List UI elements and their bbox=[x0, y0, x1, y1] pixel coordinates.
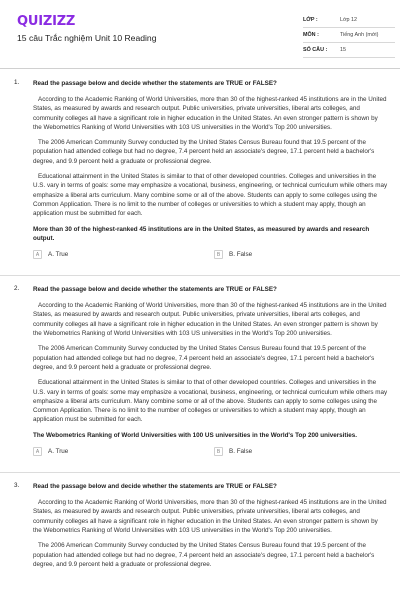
question-prompt: Read the passage below and decide whether the statements are TRUE or FALSE? bbox=[33, 286, 277, 294]
question-divider bbox=[0, 275, 400, 276]
passage-paragraph: Educational attainment in the United States is similar to that of other developed countries. Colleges and universities in the U.S. vary in terms of goals: some may emphasize a vocational, business, engineering, or technical curriculum while others may emphasize a liberal arts curriculum. Many combine some or all of the above. Students can apply to some colleges using the Common Application. There is no limit to the number of colleges or universities to which a student may apply, though an application must be submitted for each. bbox=[33, 173, 388, 218]
passage-paragraph: According to the Academic Ranking of World Universities, more than 30 of the highest-ranked 45 institutions are in the United States, as measured by awards and research output. Public universities, private universities, liberal arts colleges, and community colleges all have a significant role in higher education in the United States. An even stronger pattern is shown by the Webometrics Ranking of World Universities with 103 US universities in the World's Top 200 universities. bbox=[33, 302, 387, 338]
meta-table bbox=[303, 13, 395, 58]
question-list bbox=[0, 79, 400, 575]
meta-value: 15 bbox=[340, 47, 346, 53]
option-label: A. True bbox=[48, 448, 69, 456]
question-statement: More than 30 of the highest-ranked 45 institutions are in the United States, as measured by awards and research output. bbox=[33, 225, 370, 242]
meta-value: Lớp 12 bbox=[340, 17, 358, 23]
question-body bbox=[33, 79, 388, 276]
option-label: A. True bbox=[48, 251, 69, 259]
passage-paragraph: According to the Academic Ranking of World Universities, more than 30 of the highest-ranked 45 institutions are in the United States, as measured by awards and research output. Public universities, private universities, liberal arts colleges, and community colleges all have a significant role in higher education in the United States. An even stronger pattern is shown by the Webometrics Ranking of World Universities with 103 US universities in the World's Top 200 universities. bbox=[33, 96, 387, 131]
page-header bbox=[0, 0, 400, 64]
question-prompt: Read the passage below and decide whether the statements are TRUE or FALSE? bbox=[33, 483, 277, 491]
option-label: B. False bbox=[229, 448, 253, 456]
passage-paragraph: The 2006 American Community Survey conducted by the United States Census Bureau found that 19.5 percent of the population had attended college but had no degree, 7.4 percent held an associate's degree, 17.1 percent held a bachelor's degree, and 9.9 percent held a graduate or professional degree. bbox=[33, 139, 375, 165]
meta-value: Tiếng Anh (mới) bbox=[340, 32, 379, 38]
question-body bbox=[33, 482, 388, 569]
meta-label: SỐ CÂU : bbox=[303, 47, 328, 53]
answer-option-false[interactable] bbox=[214, 250, 252, 259]
meta-row-class bbox=[303, 13, 395, 28]
option-letter-box: A bbox=[33, 250, 42, 259]
passage-paragraph: According to the Academic Ranking of World Universities, more than 30 of the highest-ranked 45 institutions are in the United States, as measured by awards and research output. Public universities, private universities, liberal arts colleges, and community colleges all have a significant role in higher education in the United States. An even stronger pattern is shown by the Webometrics Ranking of World Universities with 103 US universities in the World's Top 200 universities. bbox=[33, 499, 387, 534]
meta-label: LỚP : bbox=[303, 17, 318, 23]
question-1 bbox=[0, 79, 400, 276]
answer-option-false[interactable] bbox=[214, 447, 252, 456]
question-divider bbox=[0, 472, 400, 473]
question-number: 3. bbox=[14, 482, 20, 490]
meta-row-subject bbox=[303, 28, 395, 43]
question-number: 2. bbox=[14, 285, 20, 293]
question-2 bbox=[0, 285, 400, 473]
passage-paragraph: Educational attainment in the United States is similar to that of other developed countries. Colleges and universities in the U.S. vary in terms of goals: some may emphasize a vocational, business, engineering, or technical curriculum while others may emphasize a liberal arts curriculum. Many combine some or all of the above. Students can apply to some colleges using the Common Application. There is no limit to the number of colleges or universities to which a student may apply, though an application must be submitted for each. bbox=[33, 379, 388, 424]
answer-options bbox=[33, 447, 388, 461]
question-statement: The Webometrics Ranking of World Universities with 100 US universities in the World's Top 200 universities. bbox=[33, 431, 358, 439]
question-body bbox=[33, 285, 388, 473]
option-letter-box: B bbox=[214, 250, 223, 259]
answer-options bbox=[33, 250, 388, 264]
header-divider bbox=[0, 68, 400, 69]
question-3 bbox=[0, 482, 400, 569]
passage-paragraph: The 2006 American Community Survey conducted by the United States Census Bureau found that 19.5 percent of the population had attended college but had no degree, 7.4 percent held an associate's degree, 17.1 percent held a bachelor's degree, and 9.9 percent held a graduate or professional degree. bbox=[33, 345, 375, 371]
answer-option-true[interactable] bbox=[33, 447, 68, 456]
passage-paragraph: The 2006 American Community Survey conducted by the United States Census Bureau found that 19.5 percent of the population had attended college but had no degree, 7.4 percent held an associate's degree, 17.1 percent held a bachelor's degree, and 9.9 percent held a graduate or professional degree. bbox=[33, 542, 375, 568]
option-letter-box: B bbox=[214, 447, 223, 456]
question-prompt: Read the passage below and decide whether the statements are TRUE or FALSE? bbox=[33, 80, 277, 87]
option-label: B. False bbox=[229, 251, 253, 259]
meta-label: MÔN : bbox=[303, 32, 319, 38]
answer-option-true[interactable] bbox=[33, 250, 68, 259]
page-title: 15 câu Trắc nghiệm Unit 10 Reading bbox=[17, 33, 157, 43]
question-number: 1. bbox=[14, 79, 20, 86]
option-letter-box: A bbox=[33, 447, 42, 456]
quizizz-logo: QUIZIZZ bbox=[17, 14, 76, 29]
meta-row-count bbox=[303, 43, 395, 58]
